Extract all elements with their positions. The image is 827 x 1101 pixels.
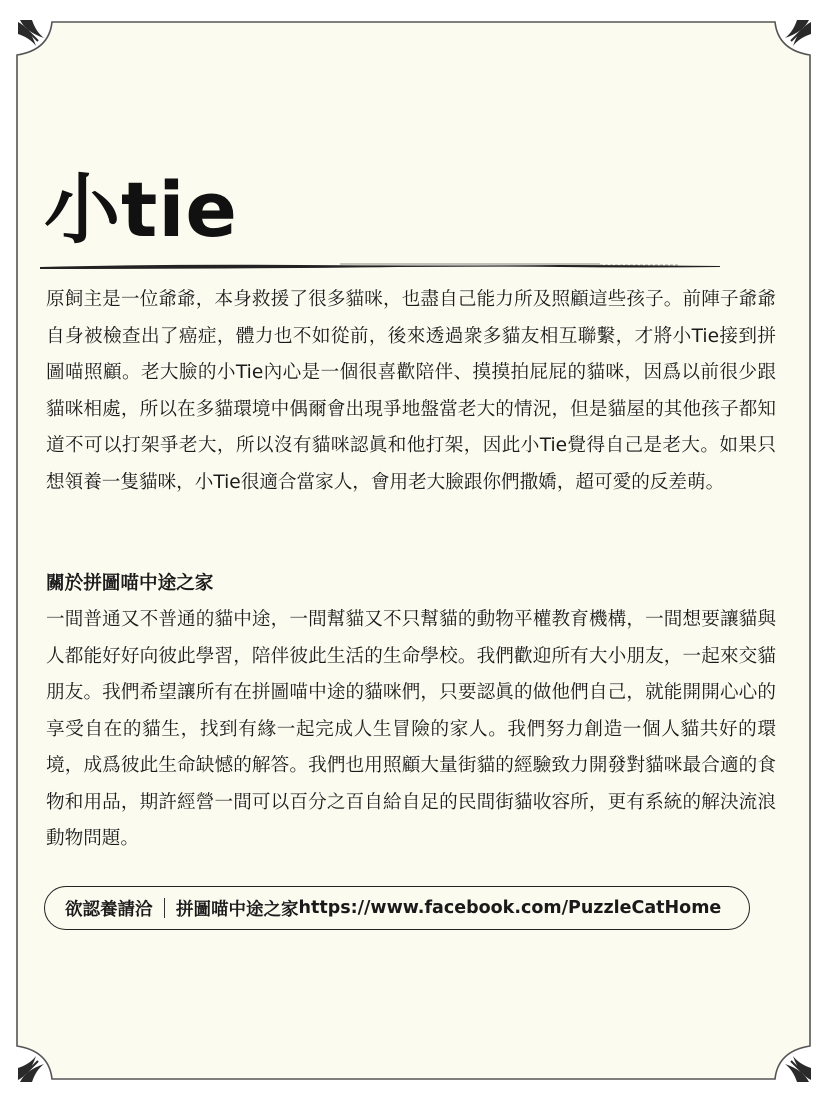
contact-separator: [164, 898, 166, 918]
about-heading: 關於拼圖喵中途之家: [46, 573, 214, 594]
corner-ornament-bottom-left-icon: [14, 1046, 54, 1086]
cat-story-paragraph: 原飼主是一位爺爺，本身救援了很多貓咪，也盡自己能力所及照顧這些孩子。前陣子爺爺自身被檢查出了癌症，體力也不如從前，後來透過衆多貓友相互聯繫，才將小Tie接到拼圖喵照顧。老大臉的小Tie內心是一個很喜歡陪伴、摸摸拍屁屁的貓咪，因爲以前很少跟貓咪相處，所以在多貓環境中偶爾會出現爭地盤當老大的情況，但是貓屋的其他孩子都知道不可以打架爭老大，所以沒有貓咪認眞和他打架，因此小Tie覺得自己是老大。如果只想領養一隻貓咪，小Tie很適合當家人，會用老大臉跟你們撒嬌，超可愛的反差萌。: [46, 289, 776, 493]
brush-stroke-divider: [40, 260, 720, 272]
contact-org: 拼圖喵中途之家: [176, 899, 299, 920]
contact-link[interactable]: https://www.facebook.com/PuzzleCatHome: [298, 898, 722, 918]
cat-name-title: 小tie: [44, 165, 238, 254]
contact-banner: [44, 886, 750, 930]
corner-ornament-top-left-icon: [14, 16, 54, 56]
corner-ornament-top-right-icon: [775, 16, 815, 56]
corner-ornament-bottom-right-icon: [775, 1046, 815, 1086]
contact-label: 欲認養請洽: [65, 899, 153, 920]
about-paragraph: 一間普通又不普通的貓中途，一間幫貓又不只幫貓的動物平權教育機構，一間想要讓貓與人都能好好向彼此學習，陪伴彼此生活的生命學校。我們歡迎所有大小朋友，一起來交貓朋友。我們希望讓所有在拼圖喵中途的貓咪們，只要認眞的做他們自己，就能開開心心的享受自在的貓生，找到有緣一起完成人生冒險的家人。我們努力創造一個人貓共好的環境，成爲彼此生命缺憾的解答。我們也用照顧大量街貓的經驗致力開發對貓咪最合適的食物和用品，期許經營一間可以百分之百自給自足的民間街貓收容所，更有系統的解決流浪動物問題。: [46, 609, 776, 849]
